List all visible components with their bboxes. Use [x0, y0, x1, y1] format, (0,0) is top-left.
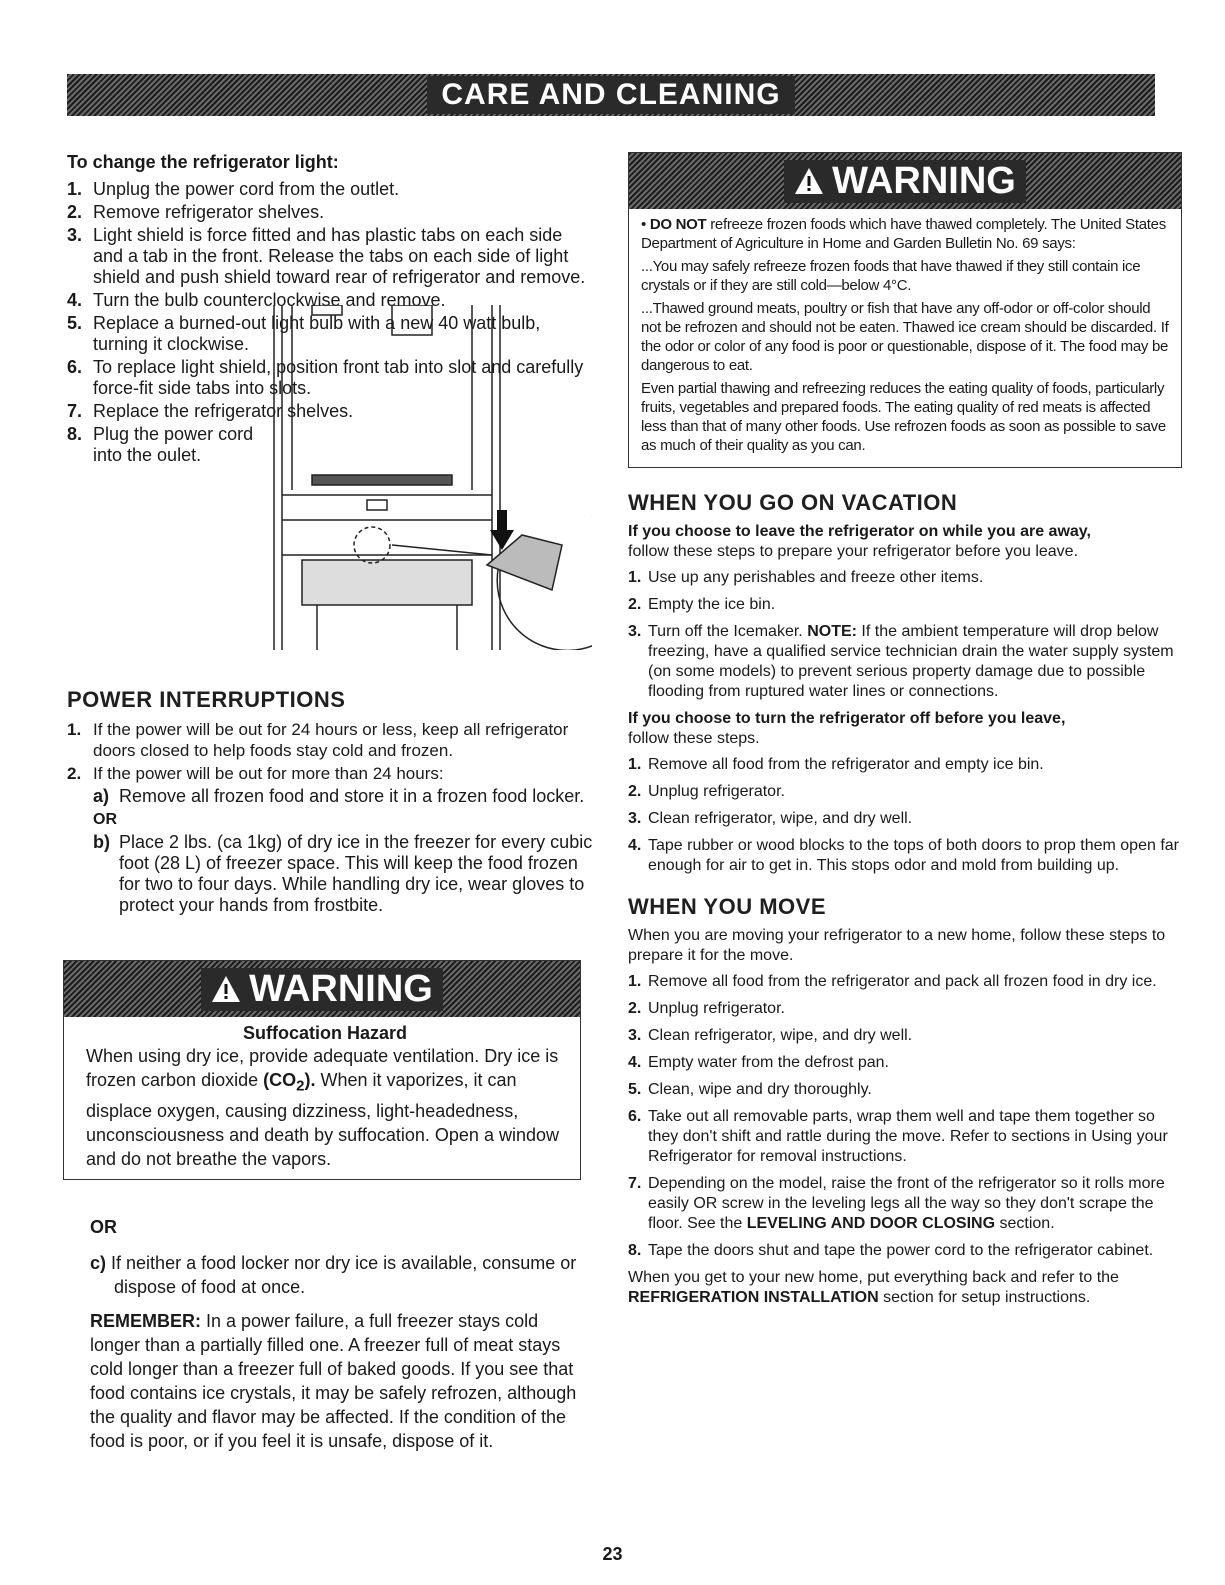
list-item: 7. Replace the refrigerator shelves. — [67, 401, 354, 421]
move-heading: WHEN YOU MOVE — [628, 894, 827, 919]
warning-box-suffocation — [63, 960, 581, 1180]
list-item: 1. Remove all food from the refrigerator and empty ice bin. — [628, 756, 1044, 773]
list-item: 3. Turn off the Icemaker. NOTE: If the ambient temperature will drop below freezing, have a qualified service technician drain the water supply system (on some models) to prevent serious property damage due to possible flooding from ruptured water lines or connections. — [628, 623, 1174, 700]
or-label: OR — [93, 811, 117, 828]
warning-paragraph: ...Thawed ground meats, poultry or fish that have any off-odor or off-color should not be refrozen and should not be eaten. Thawed ice cream should be discarded. If the odor or color of any food is poor or questionable, dispose of it. The food may be dangerous to eat. — [641, 300, 1169, 374]
section-banner — [67, 74, 1155, 116]
vacation-lead: If you choose to leave the refrigerator on while you are away, — [628, 523, 1091, 540]
vacation-heading: WHEN YOU GO ON VACATION — [628, 490, 958, 515]
warning-header — [64, 961, 580, 1017]
move-section — [628, 894, 1183, 1308]
page-number: 23 — [602, 1544, 623, 1564]
vacation-off-lead-cont: follow these steps. — [628, 730, 760, 747]
list-item: 5. Clean, wipe and dry thoroughly. — [628, 1081, 872, 1098]
warning-text: When using dry ice, provide adequate ventilation. Dry ice is frozen carbon dioxide $(CO_2)$. When it vaporizes, it can displace oxygen, causing dizziness, light-headedness, unconsciousness and death by suffocation. Open a window and do not breathe the vapors. — [86, 1046, 559, 1169]
list-item: 2. Unplug refrigerator. — [628, 1000, 785, 1017]
warning-paragraph: Even partial thawing and refreezing reduces the eating quality of foods, particularly fruits, vegetables and prepared foods. The eating quality of red meats is affected less than that of many other foods. Use refrozen foods as soon as possible to save as much of their quality as you can. — [641, 380, 1166, 454]
list-item: 4. Tape rubber or wood blocks to the tops of both doors to prop them open far enough for air to get in. This stops odor and mold from building up. — [628, 837, 1179, 874]
right-column — [628, 152, 1183, 1314]
warning-triangle-icon — [794, 167, 824, 195]
warning-triangle-icon — [211, 975, 241, 1003]
move-closing: When you get to your new home, put everything back and refer to the REFRIGERATION INSTALLATION section for setup instructions. — [628, 1269, 1119, 1306]
list-item: 7. Depending on the model, raise the front of the refrigerator so it rolls more easily OR screw in the leveling legs all the way so they don't scrape the floor. See the LEVELING AND DOOR CLOSING section. — [628, 1175, 1165, 1232]
list-item: 2. Empty the ice bin. — [628, 596, 776, 613]
list-item: 5. Replace a burned-out light bulb with a new 40 watt bulb, turning it clockwise. — [67, 313, 541, 354]
list-item: 3. Clean refrigerator, wipe, and dry well. — [628, 810, 913, 827]
list-item: 6. To replace light shield, position front tab into slot and carefully force-fit side tabs into slots. — [67, 357, 584, 398]
list-item: 1. If the power will be out for 24 hours or less, keep all refrigerator doors closed to help foods stay cold and frozen. — [67, 720, 569, 760]
vacation-section — [628, 490, 1183, 876]
list-item: 8. Tape the doors shut and tape the power cord to the refrigerator cabinet. — [628, 1242, 1154, 1259]
list-item: 4. Turn the bulb counterclockwise and remove. — [67, 290, 446, 310]
power-section — [67, 687, 597, 918]
banner-title: CARE AND CLEANING — [427, 76, 794, 114]
light-shield-illustration — [272, 305, 592, 650]
power-heading: POWER INTERRUPTIONS — [67, 687, 346, 712]
remember-note: REMEMBER: In a power failure, a full freezer stays cold longer than a partially filled one. A freezer full of meat stays cold longer than a freezer full of baked goods. If you see that food contains ice crystals, it may be safely refrozen, although the quality and flavor may be affected. If the condition of the food is poor, or if you feel it is unsafe, dispose of it. — [90, 1311, 577, 1451]
list-item: 1. Remove all food from the refrigerator and pack all frozen food in dry ice. — [628, 973, 1157, 990]
warning-paragraph: ...You may safely refreeze frozen foods that have thawed if they still contain ice crystals or if they are still cold—below 4°C. — [641, 258, 1141, 294]
list-item: 3. Light shield is force fitted and has plastic tabs on each side and a tab in the front. Release the tabs on each side of light shield and push shield toward rear of refrigerator and remove. — [67, 225, 586, 287]
list-item: a) Remove all frozen food and store it in a frozen food locker. — [93, 786, 585, 806]
list-item: 4. Empty water from the defrost pan. — [628, 1054, 889, 1071]
warning-box-refreeze — [628, 152, 1182, 468]
list-item: 2. Remove refrigerator shelves. — [67, 202, 325, 222]
hazard-title: Suffocation Hazard — [242, 1023, 407, 1043]
list-item: 8. Plug the power cord into the oulet. — [67, 424, 254, 465]
list-item: 3. Clean refrigerator, wipe, and dry well. — [628, 1027, 913, 1044]
or-label: OR — [90, 1217, 117, 1237]
after-warning-section — [90, 1215, 590, 1463]
list-item: 2. Unplug refrigerator. — [628, 783, 785, 800]
list-item: 1. Use up any perishables and freeze other items. — [628, 569, 984, 586]
warning-title: WARNING — [832, 159, 1016, 202]
vacation-off-lead: If you choose to turn the refrigerator off before you leave, — [628, 710, 1066, 727]
list-item: b) Place 2 lbs. (ca 1kg) of dry ice in the freezer for every cubic foot (28 L) of freezer space. This will keep the food frozen for two to four days. While handling dry ice, wear gloves to protect your hands from frostbite. — [93, 832, 593, 915]
list-item: 1. Unplug the power cord from the outlet. — [67, 179, 400, 199]
warning-title: WARNING — [249, 967, 433, 1010]
vacation-lead-cont: follow these steps to prepare your refrigerator before you leave. — [628, 543, 1079, 560]
warning-paragraph: • DO NOT refreeze frozen foods which have thawed completely. The United States Department of Agriculture in Home and Garden Bulletin No. 69 says: — [641, 216, 1166, 252]
move-intro: When you are moving your refrigerator to a new home, follow these steps to prepare it for the move. — [628, 927, 1166, 964]
list-item: 2. If the power will be out for more than 24 hours: a) Remove all frozen food and store it in a frozen food locker. OR b) Place 2 lbs. (ca 1kg) of dry ice in the freezer for every cubic foot (28 L) of freezer space. This will keep the food frozen for two to four days. While handling dry ice, wear gloves to protect your hands from frostbite. — [67, 763, 597, 916]
light-heading: To change the refrigerator light: — [67, 152, 339, 172]
warning-header — [629, 153, 1181, 209]
list-item: 6. Take out all removable parts, wrap them well and tape them together so they don't shift and rattle during the move. Refer to sections in Using your Refrigerator for removal instructions. — [628, 1108, 1168, 1165]
option-c: c) If neither a food locker nor dry ice is available, consume or dispose of food at once. — [90, 1253, 577, 1297]
